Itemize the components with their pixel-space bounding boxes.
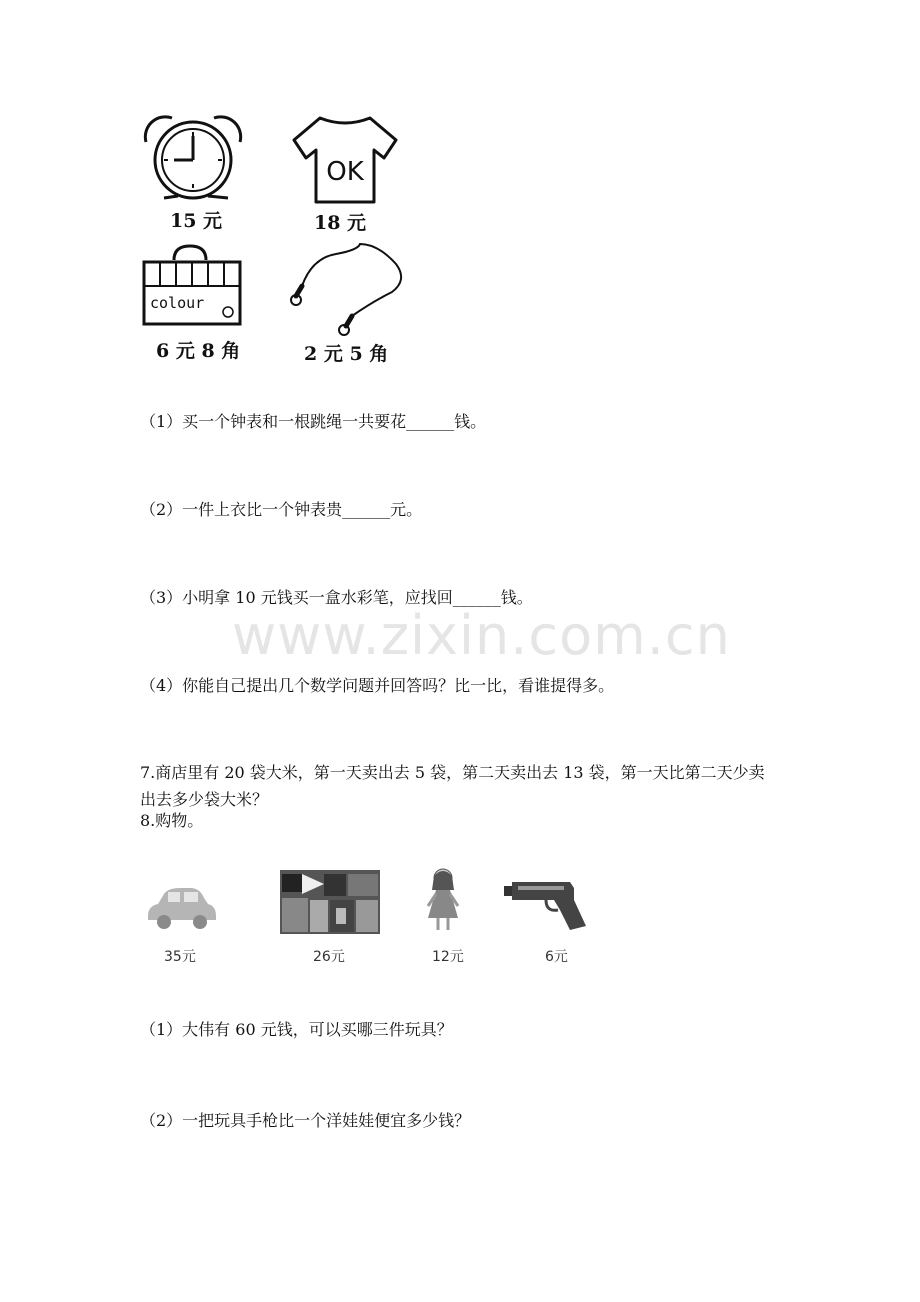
alarm-clock-icon [138, 112, 248, 204]
shirt-print: OK [326, 157, 364, 187]
jump-rope-price: 2 元 5 角 [304, 343, 389, 365]
question-8-2: （2）一把玩具手枪比一个洋娃娃便宜多少钱？ [140, 1111, 471, 1130]
question-8-1: （1）大伟有 60 元钱，可以买哪三件玩具？ [140, 1020, 453, 1039]
toy-gun-price: 6元 [545, 949, 568, 965]
pen-box-price: 6 元 8 角 [156, 340, 241, 362]
building-blocks-icon [280, 870, 380, 934]
question-6-3: （3）小明拿 10 元钱买一盒水彩笔，应找回______钱。 [140, 588, 533, 607]
problem-8-title: 8.购物。 [140, 811, 204, 830]
problem-7: 7.商店里有 20 袋大米，第一天卖出去 5 袋，第二天卖出去 13 袋，第一天比第二天少卖出去多少袋大米？ [140, 763, 765, 809]
question-6-4: （4）你能自己提出几个数学问题并回答吗？比一比，看谁提得多。 [140, 676, 615, 695]
car-price: 35元 [164, 949, 196, 965]
jump-rope-icon [288, 240, 408, 336]
doll-icon [422, 866, 464, 934]
blocks-price: 26元 [313, 949, 345, 965]
pen-box-print: colour [150, 294, 205, 312]
question-6-1: （1）买一个钟表和一根跳绳一共要花______钱。 [140, 412, 487, 431]
watermark: www.zixin.com.cn [232, 604, 731, 667]
doll-price: 12元 [432, 949, 464, 965]
toy-gun-icon [504, 878, 588, 934]
clock-price: 15 元 [170, 210, 223, 232]
shirt-icon [290, 114, 400, 206]
shirt-price: 18 元 [314, 212, 367, 234]
question-6-2: （2）一件上衣比一个钟表贵______元。 [140, 500, 423, 519]
watercolor-pen-box-icon [140, 244, 246, 328]
toy-car-icon [144, 886, 218, 932]
